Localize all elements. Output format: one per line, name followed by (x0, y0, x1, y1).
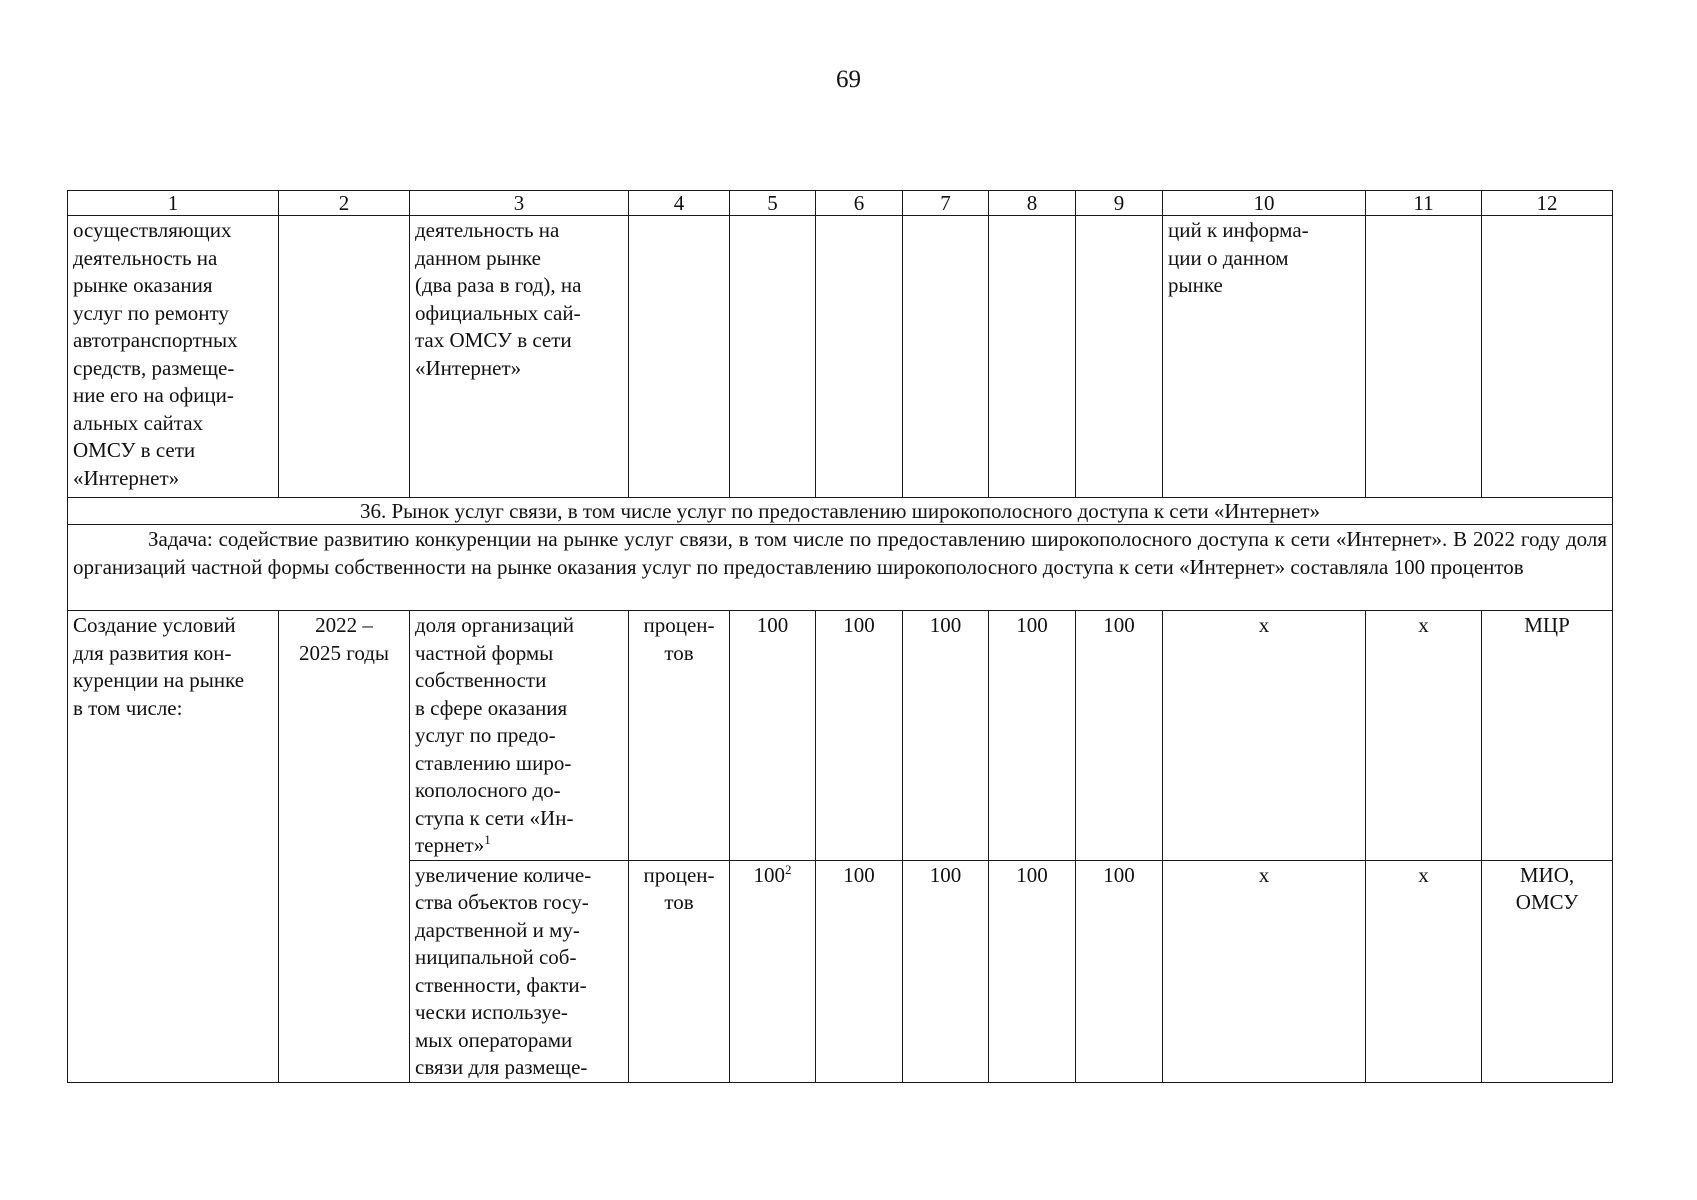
value-cell: 100 (989, 611, 1076, 861)
value-cell: x (1366, 860, 1482, 1082)
value-cell: 100 (1076, 611, 1163, 861)
value-cell: 100 (1076, 860, 1163, 1082)
column-number: 8 (989, 191, 1076, 216)
measures-table (67, 190, 1613, 1083)
column-number: 7 (903, 191, 989, 216)
task-row (68, 525, 1613, 611)
page-number: 69 (836, 66, 861, 93)
column-number: 1 (68, 191, 279, 216)
table-row (68, 216, 1613, 498)
column-number: 5 (730, 191, 816, 216)
measure-cell: осуществляющих деятельность на рынке оказания услуг по ремонту автотранспортных средств, размеще- ние его на офици- альных сайтах ОМСУ в сети «Интернет» (68, 216, 279, 498)
responsible-cell: МЦР (1482, 611, 1613, 861)
empty-cell (989, 216, 1076, 498)
value-cell: 100 (903, 611, 989, 861)
period-cell: 2022 – 2025 годы (279, 611, 410, 1083)
measure-cell: Создание условий для развития кон- куренции на рынке в том числе: (68, 611, 279, 1083)
value-cell: 100 (730, 611, 816, 861)
value-cell: 100 (816, 611, 903, 861)
empty-cell (730, 216, 816, 498)
column-number: 4 (629, 191, 730, 216)
value-cell: 100 (816, 860, 903, 1082)
empty-cell (903, 216, 989, 498)
footnote-mark: 1 (484, 832, 491, 847)
value-cell: 100 (903, 860, 989, 1082)
section-row (68, 498, 1613, 525)
task-text: Задача: содействие развитию конкуренции на рынке услуг связи, в том числе по предоставлению широкополосного доступа к сети «Интернет». В 2022 году доля организаций частной формы собственности на рынке оказания услуг по предоставлению широкополосного доступа к сети «Интернет» составляла 100 процентов (73, 527, 1607, 579)
empty-cell (816, 216, 903, 498)
column-number: 2 (279, 191, 410, 216)
empty-cell (1482, 216, 1613, 498)
value-cell: x (1163, 611, 1366, 861)
column-number: 9 (1076, 191, 1163, 216)
empty-cell (1366, 216, 1482, 498)
empty-cell (279, 216, 410, 498)
empty-cell (629, 216, 730, 498)
column-number: 11 (1366, 191, 1482, 216)
column-number: 6 (816, 191, 903, 216)
column-number: 12 (1482, 191, 1613, 216)
empty-cell (1076, 216, 1163, 498)
column-number: 3 (410, 191, 629, 216)
unit-cell: процен- тов (629, 860, 730, 1082)
column-number: 10 (1163, 191, 1366, 216)
indicator-cell: увеличение количе- ства объектов госу- дарственной и му- ниципальной соб- ственности, факти- чески используе- мых операторами связи для размеще- (410, 860, 629, 1082)
value-cell: x (1163, 860, 1366, 1082)
column-number-row (68, 191, 1613, 216)
value-cell: x (1366, 611, 1482, 861)
indicator-cell: деятельность на данном рынке (два раза в год), на официальных сай- тах ОМСУ в сети «Интернет» (410, 216, 629, 498)
table-row (68, 611, 1613, 861)
responsible-cell: МИО, ОМСУ (1482, 860, 1613, 1082)
result-cell: ций к информа- ции о данном рынке (1163, 216, 1366, 498)
section-title: 36. Рынок услуг связи, в том числе услуг по предоставлению широкополосного доступа к сети «Интернет» (68, 498, 1613, 525)
value-cell: 100 (989, 860, 1076, 1082)
unit-cell: процен- тов (629, 611, 730, 861)
task-cell (68, 525, 1613, 611)
indicator-cell: доля организаций частной формы собственности в сфере оказания услуг по предо- ставлению широ- кополосного до- ступа к сети «Ин- тернет»$^1$ (410, 611, 629, 861)
footnote-mark: 2 (785, 861, 792, 877)
value-cell: $100^2$ (730, 860, 816, 1082)
